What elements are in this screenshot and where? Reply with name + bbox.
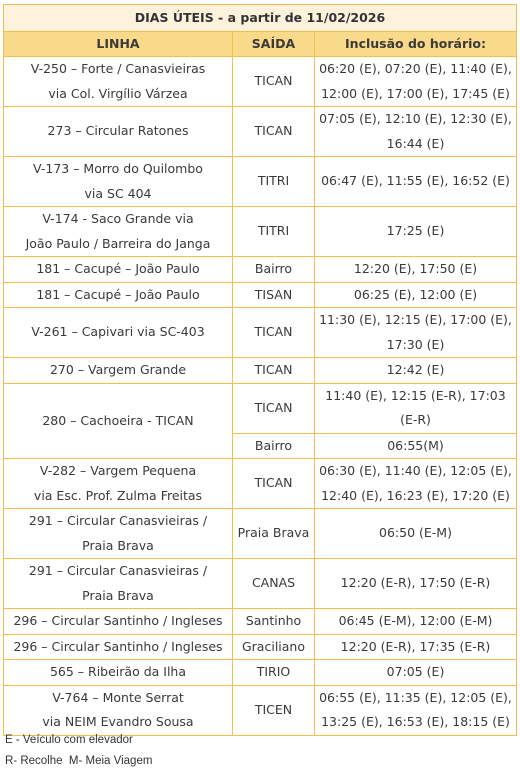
horario-cell-line: 11:30 (E), 12:15 (E), 17:00 (E), [319,312,512,327]
saida-cell: Santinho [233,609,315,635]
header-linha: LINHA [4,32,233,57]
schedule-table [3,4,517,736]
saida-cell: TICAN [233,383,315,433]
horario-cell-line: 06:55(M) [387,437,444,453]
legend-elevador: E - Veículo com elevador [5,734,133,746]
linha-cell [4,509,233,559]
linha-cell-line: 280 – Cachoeira - TICAN [42,412,194,428]
horario-cell [315,358,517,384]
horario-cell [315,308,517,358]
linha-cell [4,157,233,207]
linha-cell-line: V-174 - Saco Grande via [42,211,194,226]
linha-cell [4,207,233,257]
linha-cell-line: via Col. Virgílio Várzea [48,85,188,101]
linha-cell-line: V-261 – Capivari via SC-403 [31,324,205,340]
horario-cell-line: 17:30 (E) [386,336,445,352]
header-row [4,32,517,57]
horario-cell-line: 06:20 (E), 07:20 (E), 11:40 (E), [319,61,512,76]
linha-cell-line: via NEIM Evandro Sousa [42,714,194,729]
horario-cell [315,660,517,686]
horario-cell-line: 07:05 (E), 12:10 (E), 12:30 (E), [319,111,512,126]
linha-cell [4,634,233,660]
horario-cell-line: 06:55 (E), 11:35 (E), 12:05 (E), [319,689,512,705]
horario-cell-line: 06:25 (E), 12:00 (E) [353,286,478,302]
saida-cell: TICEN [233,685,315,735]
saida-cell: Bairro [233,257,315,283]
linha-cell [4,559,233,609]
horario-cell-line: 06:47 (E), 11:55 (E), 16:52 (E) [321,173,510,189]
saida-cell: Bairro [233,433,315,459]
horario-cell [315,685,517,735]
linha-cell-line: 181 – Cacupé – João Paulo [36,286,200,302]
linha-cell-line: 296 – Circular Santinho / Ingleses [13,613,223,628]
horario-cell [315,559,517,609]
table-row [4,634,517,660]
linha-cell-line: via SC 404 [84,185,152,201]
linha-cell [4,609,233,635]
linha-cell [4,358,233,384]
linha-cell-line: V-173 – Morro do Quilombo [33,161,203,176]
horario-cell [315,383,517,433]
linha-cell-line: 565 – Ribeirão da Ilha [49,664,187,679]
schedule-body [4,57,517,736]
horario-cell [315,634,517,660]
horario-cell [315,257,517,283]
linha-cell-line: V-250 – Forte / Canasvieiras [30,61,206,76]
horario-cell [315,157,517,207]
horario-cell-line: 06:30 (E), 11:40 (E), 12:05 (E), [319,463,512,478]
legend-recolhe-meia: R- Recolhe M- Meia Viagem [5,755,153,767]
horario-cell-line: 12:20 (E-R), 17:35 (E-R) [340,638,491,654]
linha-cell-line: 270 – Vargem Grande [49,362,187,377]
linha-cell [4,257,233,283]
linha-cell [4,282,233,308]
horario-cell-line: 12:42 (E) [386,362,445,377]
saida-cell: TICAN [233,308,315,358]
linha-cell [4,308,233,358]
title-row [4,5,517,32]
linha-cell-line: 296 – Circular Santinho / Ingleses [13,638,223,654]
table-row [4,207,517,257]
table-row [4,308,517,358]
table-row [4,559,517,609]
saida-cell: Praia Brava [233,509,315,559]
linha-cell [4,107,233,157]
horario-cell [315,433,517,459]
linha-cell [4,685,233,735]
horario-cell-line: 07:05 (E) [386,664,445,679]
table-row [4,57,517,107]
linha-cell-line: 181 – Cacupé – João Paulo [36,261,200,276]
table-row [4,685,517,735]
horario-cell-line: 12:20 (E), 17:50 (E) [353,261,478,276]
table-row [4,609,517,635]
horario-cell-line: 16:44 (E) [386,135,445,151]
saida-cell: TIRIO [233,660,315,686]
linha-cell-line: Praia Brava [82,537,154,553]
linha-cell-line: V-282 – Vargem Pequena [39,463,197,478]
table-row [4,459,517,509]
table-row [4,383,517,433]
header-saida: SAÍDA [233,32,315,57]
table-row [4,660,517,686]
linha-cell-line: João Paulo / Barreira do Janga [25,235,211,251]
table-row [4,358,517,384]
linha-cell-line: 291 – Circular Canasvieiras / [28,563,208,578]
saida-cell: TISAN [233,282,315,308]
horario-cell [315,459,517,509]
horario-cell-line: 06:45 (E-M), 12:00 (E-M) [338,613,493,628]
header-inclusao: Inclusão do horário: [315,32,517,57]
horario-cell [315,282,517,308]
table-row [4,509,517,559]
saida-cell: TICAN [233,107,315,157]
horario-cell-line: 12:20 (E-R), 17:50 (E-R) [340,575,491,591]
saida-cell: TITRI [233,157,315,207]
linha-cell [4,459,233,509]
table-row [4,107,517,157]
table-row [4,157,517,207]
horario-cell-line: 17:25 (E) [386,223,445,239]
horario-cell [315,609,517,635]
horario-cell [315,509,517,559]
linha-cell-line: via Esc. Prof. Zulma Freitas [33,487,203,503]
linha-cell [4,660,233,686]
saida-cell: TICAN [233,459,315,509]
horario-cell-line: 12:40 (E), 16:23 (E), 17:20 (E) [321,487,510,503]
horario-cell [315,57,517,107]
table-row [4,282,517,308]
horario-cell [315,207,517,257]
horario-cell-line: 11:40 (E), 12:15 (E-R), 17:03 (E-R) [325,387,506,427]
saida-cell: TICAN [233,358,315,384]
linha-cell [4,383,233,459]
horario-cell [315,107,517,157]
saida-cell: Graciliano [233,634,315,660]
linha-cell-line: 273 – Circular Ratones [47,123,189,139]
saida-cell: TICAN [233,57,315,107]
saida-cell: CANAS [233,559,315,609]
linha-cell-line: V-764 – Monte Serrat [52,689,184,705]
table-title: DIAS ÚTEIS - a partir de 11/02/2026 [4,5,517,32]
horario-cell-line: 12:00 (E), 17:00 (E), 17:45 (E) [321,85,510,101]
table-row [4,257,517,283]
linha-cell-line: 291 – Circular Canasvieiras / [28,513,208,528]
linha-cell-line: Praia Brava [82,587,154,603]
saida-cell: TITRI [233,207,315,257]
horario-cell-line: 13:25 (E), 16:53 (E), 18:15 (E) [321,714,510,729]
linha-cell [4,57,233,107]
horario-cell-line: 06:50 (E-M) [379,525,452,541]
